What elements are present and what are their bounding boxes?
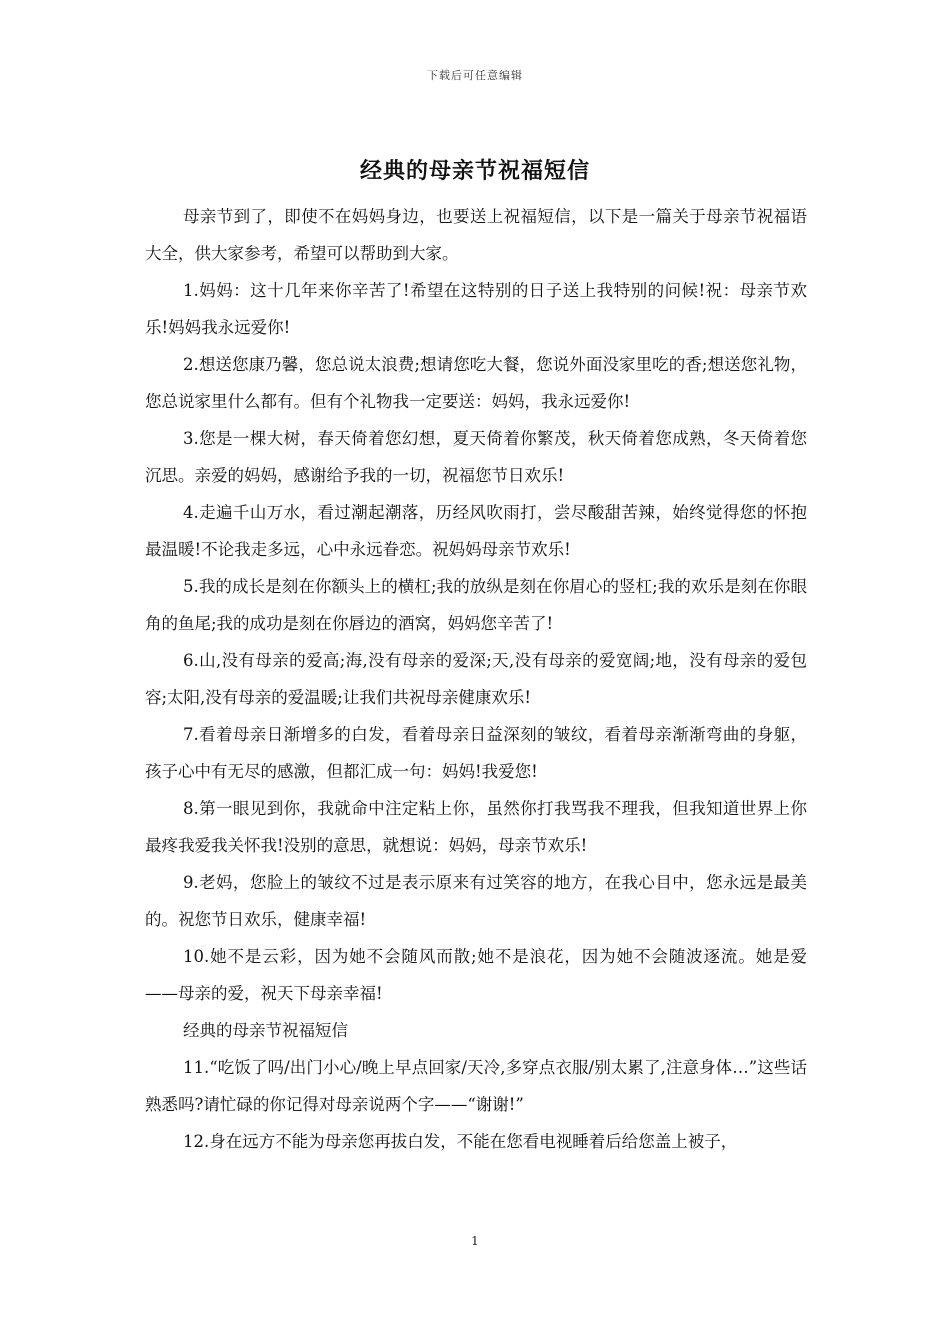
header-note: 下载后可任意编辑 [427,69,523,82]
paragraph-item-8: 8.第一眼见到你，我就命中注定粘上你，虽然你打我骂我不理我，但我知道世界上你最疼我爱我关怀我!没别的意思，就想说：妈妈，母亲节欢乐! [145,799,807,855]
paragraph-item-4: 4.走遍千山万水，看过潮起潮落，历经风吹雨打，尝尽酸甜苦辣，始终觉得您的怀抱最温暖!不论我走多远，心中永远眷恋。祝妈妈母亲节欢乐! [145,503,807,559]
paragraph-item-1: 1.妈妈：这十几年来你辛苦了!希望在这特别的日子送上我特别的问候!祝：母亲节欢乐!妈妈我永远爱你! [145,281,807,337]
paragraph-item-11: 11.“吃饭了吗/出门小心/晚上早点回家/天冷,多穿点衣服/别太累了,注意身体…”这些话熟悉吗?请忙碌的你记得对母亲说两个字——“谢谢!” [145,1058,807,1114]
paragraph-item-12: 12.身在远方不能为母亲您再拔白发，不能在您看电视睡着后给您盖上被子， [183,1132,738,1151]
paragraph-item-5: 5.我的成长是刻在你额头上的横杠;我的放纵是刻在你眉心的竖杠;我的欢乐是刻在你眼角的鱼尾;我的成功是刻在你唇边的酒窝，妈妈您辛苦了! [145,577,807,633]
document-body [145,198,807,1160]
paragraph-item-7: 7.看着母亲日渐增多的白发，看着母亲日益深刻的皱纹，看着母亲渐渐弯曲的身躯，孩子心中有无尽的感激，但都汇成一句：妈妈!我爱您! [145,725,807,781]
page-number: 1 [471,1234,479,1248]
paragraph-item-9: 9.老妈，您脸上的皱纹不过是表示原来有过笑容的地方，在我心目中，您永远是最美的。祝您节日欢乐，健康幸福! [145,873,807,929]
paragraph-item-3: 3.您是一棵大树，春天倚着您幻想，夏天倚着你繁茂，秋天倚着您成熟，冬天倚着您沉思。亲爱的妈妈，感谢给予我的一切，祝福您节日欢乐! [145,429,807,485]
paragraph-item-2: 2.想送您康乃馨，您总说太浪费;想请您吃大餐，您说外面没家里吃的香;想送您礼物，您总说家里什么都有。但有个礼物我一定要送：妈妈，我永远爱你! [145,355,807,411]
paragraph-item-10: 10.她不是云彩，因为她不会随风而散;她不是浪花，因为她不会随波逐流。她是爱——母亲的爱，祝天下母亲幸福! [145,947,807,1003]
document-title: 经典的母亲节祝福短信 [359,158,590,184]
paragraph-intro: 母亲节到了，即使不在妈妈身边，也要送上祝福短信，以下是一篇关于母亲节祝福语大全，供大家参考，希望可以帮助到大家。 [145,207,807,263]
paragraph-item-6: 6.山,没有母亲的爱高;海,没有母亲的爱深;天,没有母亲的爱宽阔;地，没有母亲的爱包容;太阳,没有母亲的爱温暖;让我们共祝母亲健康欢乐! [145,651,807,707]
section-subheading: 经典的母亲节祝福短信 [183,1021,348,1040]
